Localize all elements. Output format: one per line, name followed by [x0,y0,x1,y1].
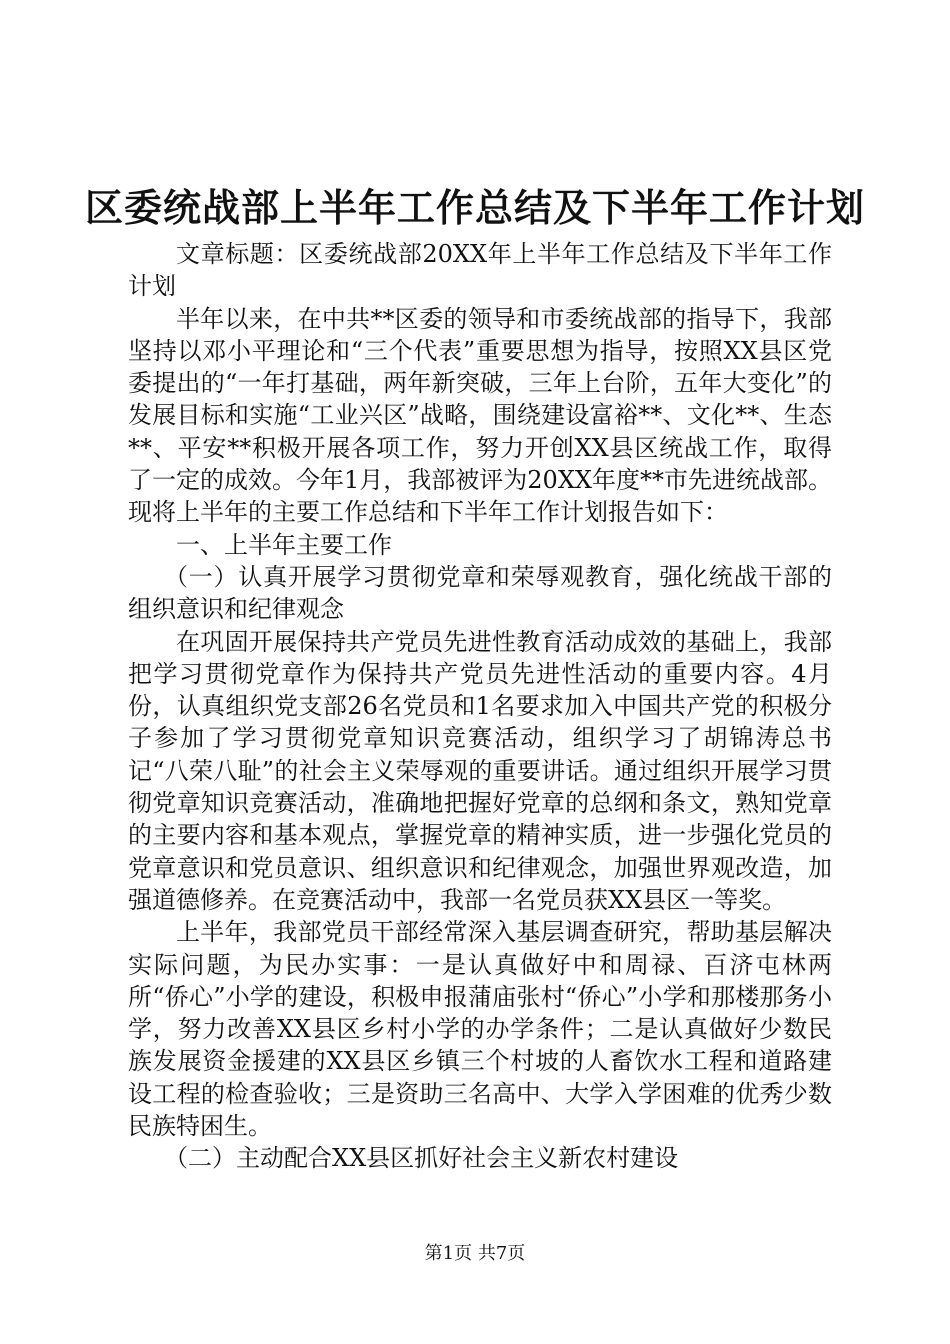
body-paragraph-1: 在巩固开展保持共产党员先进性教育活动成效的基础上，我部把学习贯彻党章作为保持共产党员先进性活动的重要内容。4月份，认真组织党支部26名党员和1名要求加入中国共产党的积极分子参加了学习贯彻党章知识竞赛活动，组织学习了胡锦涛总书记“八荣八耻”的社会主义荣辱观的重要讲话。通过组织开展学习贯彻党章知识竞赛活动，准确地把握好党章的总纲和条文，熟知党章的主要内容和基本观点，掌握党章的精神实质，进一步强化党员的党章意识和党员意识、组织意识和纪律观念，加强世界观改造，加强道德修养。在竞赛活动中，我部一名党员获XX县区一等奖。 [128,627,832,914]
intro-paragraph: 半年以来，在中共**区委的领导和市委统战部的指导下，我部坚持以邓小平理论和“三个代表”重要思想为指导，按照XX县区党委提出的“一年打基础，两年新突破，三年上台阶，五年大变化”的发展目标和实施“工业兴区”战略，围绕建设富裕**、文化**、生态**、平安**积极开展各项工作，努力开创XX县区统战工作，取得了一定的成效。今年1月，我部被评为20XX年度**市先进统战部。现将上半年的主要工作总结和下半年工作计划报告如下： [128,304,832,527]
body-paragraph-2: 上半年，我部党员干部经常深入基层调查研究，帮助基层解决实际问题，为民办实事：一是认真做好中和周禄、百济屯林两所“侨心”小学的建设，积极申报蒲庙张村“侨心”小学和那楼那务小学，努力改善XX县区乡村小学的办学条件；二是认真做好少数民族发展资金援建的XX县区乡镇三个村坡的人畜饮水工程和道路建设工程的检查验收；三是资助三名高中、大学入学困难的优秀少数民族特困生。 [128,918,832,1141]
article-title-line: 文章标题：区委统战部20XX年上半年工作总结及下半年工作计划 [128,240,832,301]
document-title: 区委统战部上半年工作总结及下半年工作计划 [84,185,865,230]
subsection-heading-2: （二）主动配合XX县区抓好社会主义新农村建设 [164,1144,679,1173]
page-number: 第1页 共7页 [424,1243,526,1264]
document-body [128,238,832,1175]
subsection-heading-1: （一）认真开展学习贯彻党章和荣辱观教育，强化统战干部的组织意识和纪律观念 [128,562,832,624]
section-heading: 一、上半年主要工作 [176,530,392,559]
